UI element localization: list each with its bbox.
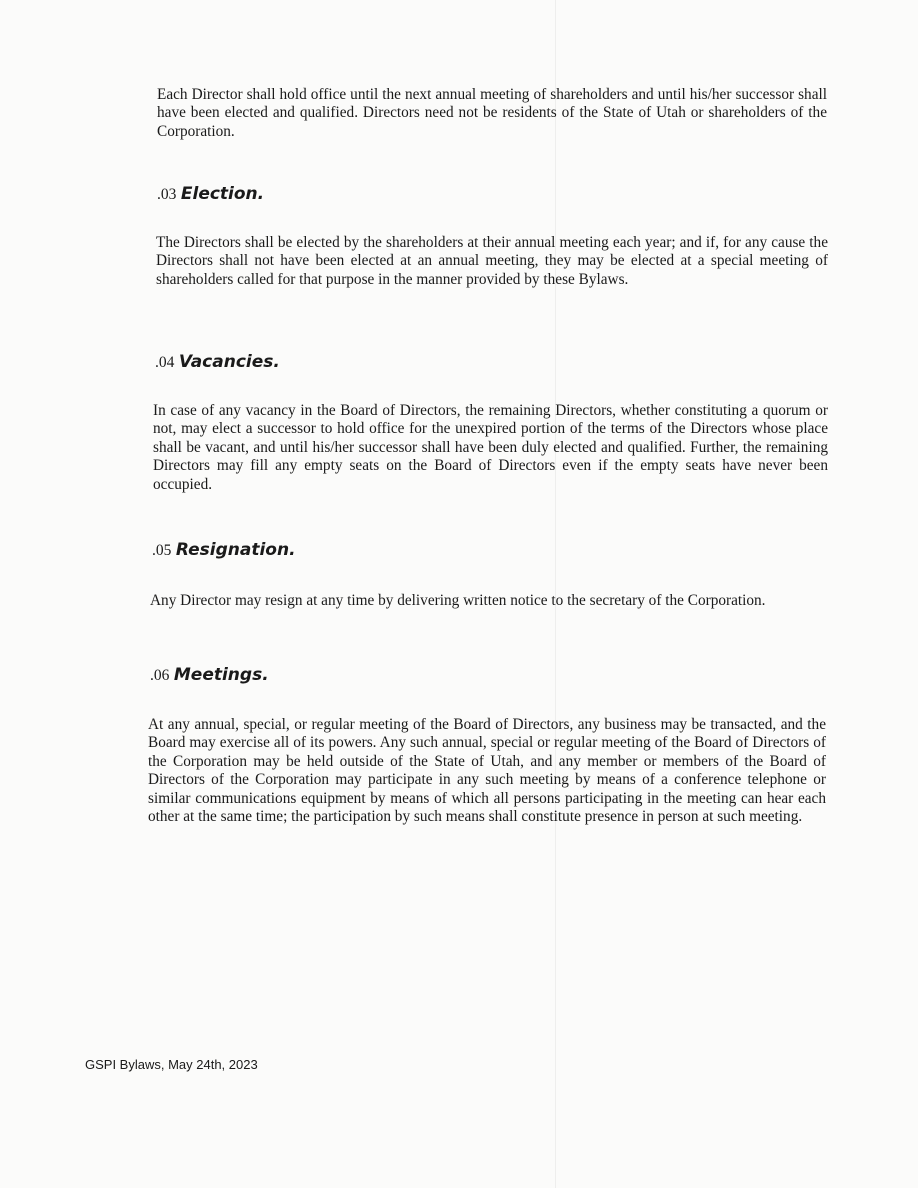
section-body-resignation: Any Director may resign at any time by delivering written notice to the secretary of the Corporation.: [150, 592, 766, 609]
section-number: .04: [155, 354, 175, 371]
section-heading-resignation: [152, 538, 296, 562]
section-number: .03: [157, 186, 177, 203]
section-heading-election: [157, 182, 264, 206]
section-number: .06: [150, 667, 170, 684]
section-heading-meetings: [150, 663, 269, 687]
section-title: Resignation.: [175, 540, 296, 560]
intro-paragraph: Each Director shall hold office until the next annual meeting of shareholders and until his/her successor shall have been elected and qualified. Directors need not be residents of the State of Utah or shareholders of the Corporation.: [157, 86, 827, 140]
section-body-election: The Directors shall be elected by the shareholders at their annual meeting each year; and if, for any cause the Directors shall not have been elected at an annual meeting, they may be elected at a special meeting of shareholders called for that purpose in the manner provided by these Bylaws.: [156, 234, 828, 288]
section-number: .05: [152, 542, 172, 559]
section-body-meetings: At any annual, special, or regular meeting of the Board of Directors, any business may be transacted, and the Board may exercise all of its powers. Any such annual, special or regular meeting of the Board of Directors of the Corporation may be held outside of the State of Utah, and any member or members of the Board of Directors of the Corporation may participate in any such meeting by means of a conference telephone or similar communications equipment by means of which all persons participating in the meeting can hear each other at the same time; the participation by such means shall constitute presence in person at such meeting.: [148, 716, 826, 826]
section-title: Meetings.: [173, 665, 269, 685]
section-body-vacancies: In case of any vacancy in the Board of Directors, the remaining Directors, whether constituting a quorum or not, may elect a successor to hold office for the unexpired portion of the terms of the Directors whose place shall be vacant, and until his/her successor shall have been duly elected and qualified. Further, the remaining Directors may fill any empty seats on the Board of Directors even if the empty seats have never been occupied.: [153, 402, 828, 493]
section-title: Election.: [180, 184, 265, 204]
section-title: Vacancies.: [178, 352, 280, 372]
page-footer: GSPI Bylaws, May 24th, 2023: [85, 1057, 258, 1072]
section-heading-vacancies: [155, 350, 280, 374]
